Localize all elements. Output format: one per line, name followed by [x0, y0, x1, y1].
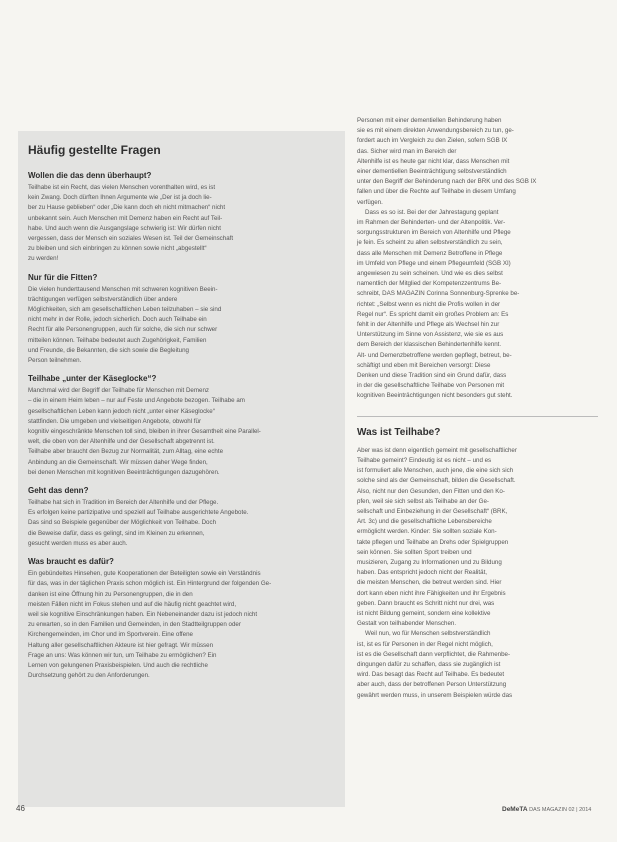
right-column — [357, 116, 598, 701]
faq-title: Häufig gestellte Fragen — [28, 143, 161, 157]
magazine-issue: DAS MAGAZIN 02 | 2014 — [529, 807, 592, 813]
magazine-footer — [502, 806, 591, 813]
faq-question-3: Teilhabe „unter der Käseglocke“? — [28, 374, 157, 384]
faq-answer-4: Teilhabe hat sich in Tradition im Bereich der Altenhilfe und der Pflege. Es erfolgen keine partizipative und speziell auf Teilhabe ausgerichtete Angebote. Das sind so Beispiele gegenüber der Möglichkeit von Teilhabe. Doch die Beweise dafür, dass es gelingt, sind im Kleinen zu erkennen, gesucht werden muss es aber auch. — [28, 499, 249, 547]
faq-question-4: Geht das denn? — [28, 486, 89, 496]
faq-answer-3: Manchmal wird der Begriff der Teilhabe für Menschen mit Demenz – die in einem Heim leben – nur auf Feste und Angebote bezogen. Teilhabe am gesellschaftlichen Leben kann jedoch nicht „unter einer Käseglocke“ stattfinden. Die umgeben und vielseitigen Angebote, obwohl für kognitiv eingeschränkte Menschen toll sind, bleiben in ihrer Gesamtheit eine Parallel- welt, die oben von der Altenhilfe und der Gesellschaft abgetrennt ist. Teilhabe aber braucht den Bezug zur Normalität, zum Alltag, eine echte Anbindung an die Gemeinschaft. Wir müssen daher Wege finden, bei denen Menschen mit kognitiven Beeinträchtigungen dazugehören. — [28, 387, 261, 476]
page-number: 46 — [16, 804, 25, 813]
faq-box — [18, 131, 345, 807]
faq-answer-2: Die vielen hunderttausend Menschen mit schweren kognitiven Beein- trächtigungen verfügen selbstverständlich über andere Möglichkeiten, sich am gesellschaftlichen Leben teilzuhaben – sie sind nicht mehr in der Rolle, jedoch sicherlich. Doch auch Teilhabe ein Recht für alle Personengruppen, auch für solche, die sich nur schwer mitteilen können. Teilhabe bedeutet auch Zugehörigkeit, Familien und Freunde, die Bekannten, die sich sowie die Begleitung Person teilnehmen. — [28, 285, 222, 365]
right-paragraph-4: Weil nun, wo für Menschen selbstverständlich ist, ist es für Personen in der Regel nicht möglich, ist es die Gesellschaft dann verpflichtet, die Rahmenbe- dingungen dafür zu schaffen, dass sie zugänglich ist wird. Das besagt das Recht auf Teilhabe. Es bedeutet aber auch, dass der betroffenen Person Unterstützung gewährt werden muss, in unserem Beispielen würde das — [357, 630, 513, 699]
faq-answer-1: Teilhabe ist ein Recht, das vielen Menschen vorenthalten wird, es ist kein Zwang. Doch dürften Ihnen Argumente wie „Der ist ja doch lie- ber zu Hause geblieben“ oder „Die kann doch eh nicht mitmachen“ nicht unbekannt sein. Auch Menschen mit Demenz haben ein Recht auf Teil- habe. Und auch wenn die Ausgangslage schwierig ist: Wir dürfen nicht vergessen, dass der Mensch ein soziales Wesen ist. Teil der Gemeinschaft zu bleiben und sich einbringen zu können sowie nicht „abgestellt“ zu werden! — [28, 184, 234, 263]
right-paragraph-2: Dass es so ist. Bei der der Jahrestagung geplant im Rahmen der Behinderten- und der Altenpolitik. Ver- sorgungsstrukturen im Bereich von Altenhilfe und Pflege je fein. Es scheint zu allen selbstverständlich zu sein, dass alle Menschen mit Demenz Betroffene in Pflege im Umfeld von Pflege und einem Pflegeumfeld (SGB XI) angewiesen zu sein scheinen. Und wie es dies selbst namentlich der Mitglied der Kompetenzzentrums Be- schreibt, DAS MAGAZIN Corinna Sonnenburg-Sprenke be- richtet: „Selbst wenn es nicht die Profis wollen in der Regel nur“. Es spricht damit ein großes Problem an: Es fehlt in der Altenhilfe und Pflege als Wechsel hin zur Unterstützung im Sinne von Assistenz, wie sie es aus dem Bereich der klassischen Behindertenhilfe kennt. Alt- und Demenzbetroffene werden gepflegt, betreut, be- schäftigt und eben mit Bereichen versorgt: Diese Denken und diese Tradition sind ein Grund dafür, dass in der die gesellschaftliche Teilhabe von Personen mit kognitiven Beeinträchtigungen nicht besonders gut steht. — [357, 208, 520, 400]
right-paragraph-3: Aber was ist denn eigentlich gemeint mit gesellschaftlicher Teilhabe gemeint? Eindeutig ist es nicht – und es ist formuliert alle Menschen, auch jene, die eine sich sich solche sind als der Gemeinschaft, bilden die Gesellschaft. Also, nicht nur den Gesunden, den Fitten und den Ko- pfen, weil sie sich selbst als Teilhabe an der Ge- sellschaft und Einbeziehung in der Gesellschaft“ (BRK, Art. 3c) und die gesellschaftliche Lebensbereiche ermöglicht werden. Kinder: Sie sollten soziale Kon- takte pflegen und Teilhabe an Drehs oder Spielgruppen sein können. Sie sollten Sport treiben und musizieren, Zugang zu Informationen und zu Bildung haben. Das entspricht jedoch nicht der Realität, die meisten Menschen, die betreut werden sind. Hier dort kann eben nicht ihre Fähigkeiten und ihr Ergebnis geben. Dann braucht es Schritt nicht nur drei, was ist nicht Bildung gemeint, sondern eine kollektive Gestalt von teilhabender Menschen. — [357, 446, 517, 628]
right-paragraph-1: Personen mit einer dementiellen Behinderung haben sie es mit einem direkten Anwendungsbereich zu tun, ge- fordert auch im Vergleich zu den Zielen, sofern SGB IX das. Sicher wird man im Bereich der Altenhilfe ist es heute gar nicht klar, dass Menschen mit einer dementiellen Beeinträchtigung selbstverständlich unter den Begriff der Behinderung nach der BRK und des SGB IX fallen und über die Rechte auf Teilhabe in diesem Umfang verfügen. — [357, 117, 537, 206]
section-heading: Was ist Teilhabe? — [357, 416, 598, 438]
faq-question-5: Was braucht es dafür? — [28, 557, 114, 567]
faq-question-2: Nur für die Fitten? — [28, 272, 98, 282]
faq-question-1: Wollen die das denn überhaupt? — [28, 171, 152, 180]
faq-answer-5: Ein gebündeltes Hinsehen, gute Kooperationen der Beteiligten sowie ein Verständnis für das, was in der täglichen Praxis schon möglich ist. Ein Hintergrund der folgenden Ge- danken ist eine Öffnung hin zu Personengruppen, die in den meisten Fällen nicht im Fokus stehen und auf die häufig nicht geachtet wird, weil sie kognitive Einschränkungen haben. Ein Nebeneinander dazu ist jedoch nicht zu erwarten, so in den Familien und Gemeinden, in den Stadtteilgruppen oder Kirchengemeinden, im Chor und im Sportverein. Eine offene Haltung aller gesellschaftlichen Akteure ist hier gefragt. Wir müssen Frage an uns: Was können wir tun, um Teilhabe zu ermöglichen? Ein Lernen von gelungenen Praxisbeispielen. Und auch die rechtliche Durchsetzung gehört zu den Anforderungen. — [28, 570, 272, 680]
magazine-name: DeMeTA — [502, 806, 528, 813]
